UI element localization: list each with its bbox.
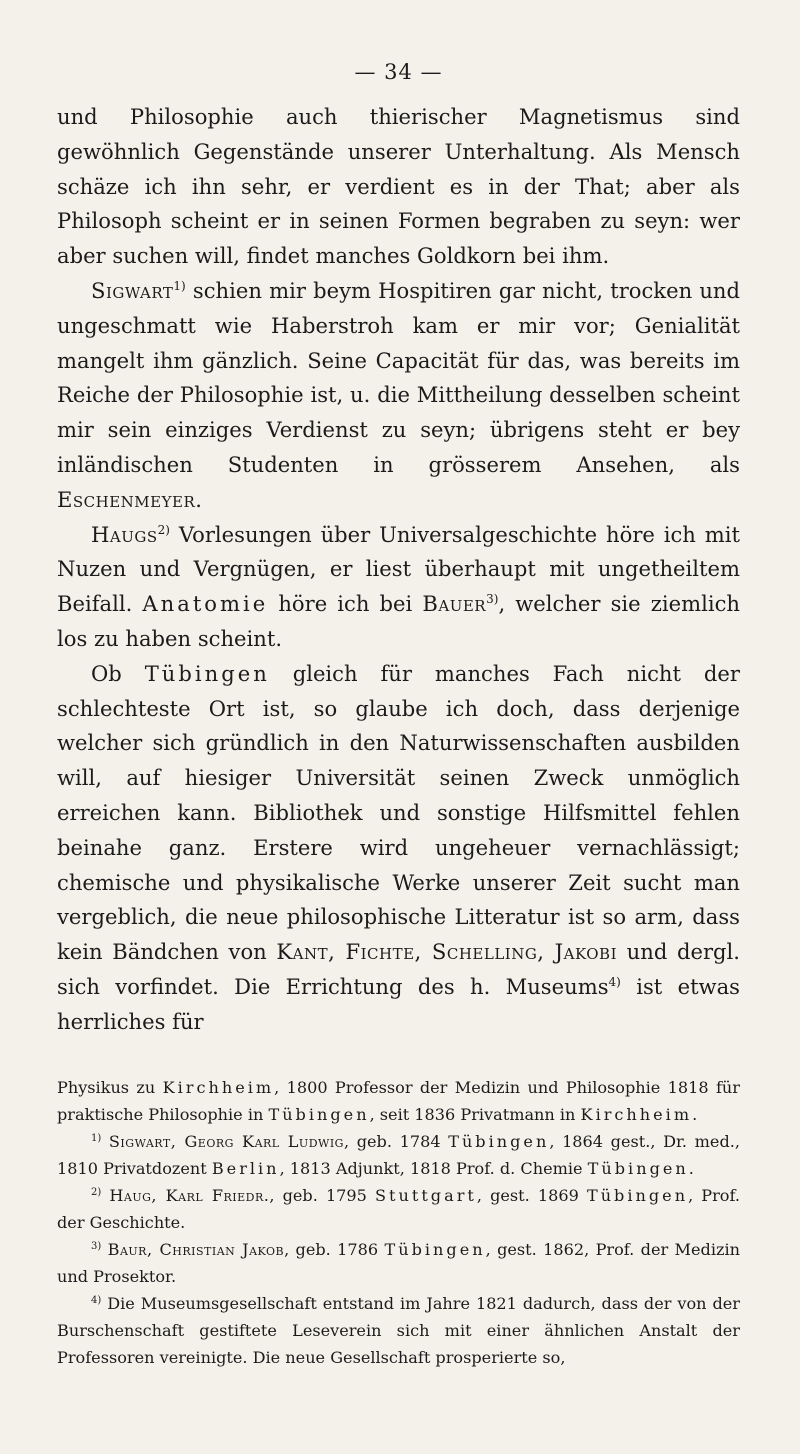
text-run: Die Museumsgesellschaft entstand im Jahre 1821 dadurch, dass der von der Burschenschaft gestiftete Leseverein sich mit einer ähnlichen Anstalt der Professoren vereinigte. Die neue Gesellschaft prosperierte so, <box>57 1293 740 1367</box>
footnote-marker: 2) <box>91 1186 102 1198</box>
footnote <box>57 1074 740 1128</box>
name-small-caps: Kant, Fichte, Schelling, Jakobi <box>276 939 618 965</box>
name-small-caps: Eschenmeyer <box>57 486 196 512</box>
text-run: , welcher sie ziemlich los zu haben scheint. <box>57 591 740 651</box>
text-run: schien mir beym Hospitiren gar nicht, trocken und ungeschmatt wie Haberstroh kam er mir vor; Genialität mangelt ihm gänzlich. Seine Capacität für das, was bereits im Reiche der Philosophie ist, u. die Mittheilung desselben scheint mir sein einziges Verdienst zu seyn; übrigens steht er bey inländischen Studenten in grösserem Ansehen, als <box>57 277 740 477</box>
spaced-emphasis: Kirchheim <box>162 1077 275 1097</box>
spaced-emphasis: Berlin <box>211 1158 280 1178</box>
name-small-caps: Baur, Christian Jakob <box>107 1239 285 1259</box>
footnotes <box>57 1074 740 1371</box>
spaced-emphasis: Tübingen <box>587 1158 689 1178</box>
text-run: Ob <box>91 660 145 686</box>
paragraph <box>57 518 740 657</box>
spaced-emphasis: Kirchheim <box>580 1104 693 1124</box>
text-run: . <box>195 486 202 512</box>
footnote <box>57 1182 740 1236</box>
name-small-caps: Sigwart <box>91 277 174 303</box>
footnote-marker: 2) <box>157 522 170 537</box>
text-run: . <box>688 1158 694 1178</box>
spaced-emphasis: Tübingen <box>384 1239 486 1259</box>
text-run: . <box>692 1104 698 1124</box>
text-run: und dergl. sich vorfindet. Die Errichtung des h. Museums <box>57 939 741 999</box>
footnote-marker: 1) <box>91 1132 102 1144</box>
footnote <box>57 1290 740 1371</box>
spaced-emphasis: Tübingen <box>144 660 270 686</box>
text-run <box>101 1132 109 1151</box>
text-run: , 1864 gest., Dr. med., 1810 Privatdozent <box>57 1131 740 1178</box>
spaced-emphasis: Tübingen <box>448 1131 550 1151</box>
paragraph <box>57 274 740 518</box>
text-run: , gest. 1869 <box>476 1185 587 1205</box>
text-run: gleich für manches Fach nicht der schlechteste Ort ist, so glaube ich doch, dass derjenige welcher sich gründlich in den Naturwissenschaften ausbilden will, auf hiesiger Universität seinen Zweck unmöglich erreichen kann. Bibliothek und sonstige Hilfsmittel fehlen beinahe ganz. Erstere wird ungeheuer vernachlässigt; chemische und physikalische Werke unserer Zeit sucht man vergeblich, die neue philosophische Litteratur ist so arm, dass kein Bändchen von <box>57 660 740 965</box>
footnote-marker: 3) <box>486 592 499 607</box>
name-small-caps: Haugs <box>91 521 158 547</box>
text-run: , 1800 Professor der Medizin und Philosophie 1818 für praktische Philosophie in <box>57 1077 740 1124</box>
spaced-emphasis: Tübingen <box>586 1185 689 1205</box>
name-small-caps: Bauer <box>422 591 487 617</box>
footnote-marker: 4) <box>608 974 621 989</box>
text-run: Physikus zu <box>57 1077 163 1097</box>
spaced-emphasis: Tübingen <box>268 1104 370 1124</box>
text-run: Vorlesungen über Universalgeschichte höre ich mit Nuzen und Vergnügen, er liest überhaupt mit ungetheiltem Beifall. <box>57 521 740 617</box>
footnote <box>57 1236 740 1290</box>
footnote-marker: 1) <box>173 278 186 293</box>
text-run: , 1813 Adjunkt, 1818 Prof. d. Chemie <box>279 1158 588 1178</box>
text-run: ist etwas herrliches für <box>57 973 740 1034</box>
text-run: , Prof. der Geschichte. <box>57 1185 740 1232</box>
paragraph <box>57 657 740 1040</box>
text-run: , geb. 1786 <box>284 1239 385 1259</box>
name-small-caps: Sigwart, Georg Karl Ludwig <box>108 1131 344 1151</box>
footnote-marker: 4) <box>91 1294 102 1306</box>
text-run: , gest. 1862, Prof. der Medizin und Prosektor. <box>57 1239 740 1286</box>
spaced-emphasis: Stuttgart <box>375 1185 477 1205</box>
name-small-caps: Haug, Karl Friedr. <box>109 1185 270 1205</box>
footnote-marker: 3) <box>91 1240 102 1252</box>
text-run: , seit 1836 Privatmann in <box>369 1104 581 1124</box>
text-run: und Philosophie auch thierischer Magnetismus sind gewöhnlich Gegenstände unserer Unterhaltung. Als Mensch schäze ich ihn sehr, er verdient es in der That; aber als Philosoph scheint er in seinen Formen begraben zu seyn: wer aber suchen will, findet manches Goldkorn bei ihm. <box>57 104 740 269</box>
footnote <box>57 1128 740 1182</box>
text-run: , geb. 1795 <box>269 1185 376 1205</box>
text-run: , geb. 1784 <box>343 1131 449 1151</box>
spaced-emphasis: Anatomie <box>142 591 269 617</box>
page-number: — 34 — <box>354 60 443 84</box>
main-text <box>57 100 740 1040</box>
text-run: höre ich bei <box>268 591 423 617</box>
paragraph <box>57 100 740 274</box>
